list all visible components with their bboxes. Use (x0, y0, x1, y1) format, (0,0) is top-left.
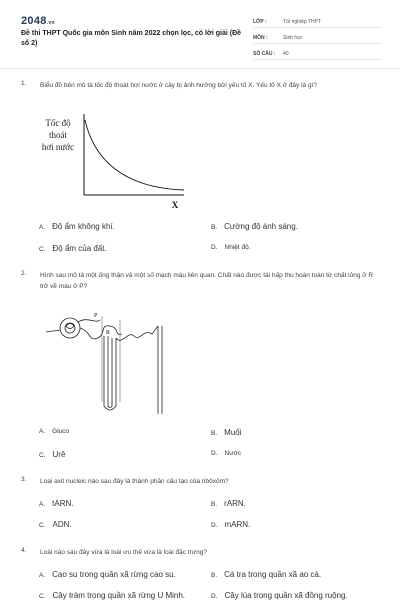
answer-option-b[interactable] (211, 222, 298, 231)
answer-option-a[interactable] (39, 499, 74, 508)
option-text: Gluco (52, 428, 70, 435)
option-text: ADN. (52, 520, 72, 529)
transpiration-graph (34, 110, 194, 212)
answer-option-c[interactable] (39, 244, 107, 253)
option-text: Nước (224, 450, 242, 457)
answer-option-c[interactable] (39, 450, 65, 459)
answer-option-c[interactable] (39, 591, 185, 600)
meta-label: SỐ CÂU : (253, 50, 276, 57)
option-letter: C. (39, 246, 46, 253)
answer-option-d[interactable] (211, 591, 348, 600)
option-text: Cường độ ánh sáng. (224, 222, 298, 231)
option-text: mARN. (224, 520, 251, 529)
option-text: Độ ẩm của đất. (52, 244, 107, 253)
option-letter: D. (211, 522, 218, 529)
capillary-knot (66, 324, 74, 329)
option-letter: B. (211, 572, 218, 579)
answer-option-a[interactable] (39, 222, 115, 231)
meta-row-subject (253, 32, 381, 44)
question-3 (21, 476, 383, 487)
answer-option-b[interactable] (211, 570, 321, 579)
peritubular-capillary (102, 316, 120, 402)
option-letter: A. (39, 428, 46, 435)
option-letter: A. (39, 572, 46, 579)
decay-curve (85, 120, 184, 190)
meta-value: Sinh học (283, 34, 303, 41)
question-text: Loại axit nucleic nào sau đây là thành phần cấu tạo của ribôxôm? (40, 478, 229, 485)
header-divider (0, 68, 400, 69)
answer-option-a[interactable] (39, 428, 69, 435)
graph-ylabel-line: hơi nước (41, 142, 75, 152)
graph-ylabel-line: Tốc độ (45, 118, 71, 128)
graph-xlabel: X (171, 200, 179, 210)
option-letter: C. (39, 522, 46, 529)
distal-tubule (116, 326, 158, 340)
option-letter: D. (211, 244, 218, 251)
question-1 (21, 80, 383, 91)
option-text: Độ ẩm không khí. (52, 222, 115, 231)
answer-option-b[interactable] (211, 428, 242, 437)
meta-row-class (253, 16, 381, 28)
bowman-capsule (60, 318, 80, 338)
question-4 (21, 547, 383, 558)
option-letter: A. (39, 224, 46, 231)
option-text: Cây lúa trong quần xã đồng ruộng. (224, 591, 348, 600)
option-text: tARN. (52, 499, 74, 508)
site-logo[interactable] (21, 15, 55, 27)
option-letter: D. (211, 450, 218, 457)
option-letter: A. (39, 501, 46, 508)
option-letter: B. (211, 224, 218, 231)
efferent-vessel (78, 320, 100, 322)
option-text: Urê (52, 450, 66, 459)
question-number: 2. (21, 270, 27, 277)
glomerulus (65, 323, 75, 333)
option-letter: C. (39, 593, 46, 600)
option-text: Cây tràm trong quần xã rừng U Minh. (52, 591, 186, 600)
option-letter: C. (39, 452, 46, 459)
meta-label: MÔN : (253, 34, 268, 41)
option-letter: B. (211, 430, 218, 437)
meta-label: LỚP : (253, 18, 267, 25)
label-p: P (94, 313, 98, 319)
option-text: Nhiệt độ. (224, 244, 251, 251)
question-2 (21, 270, 383, 292)
option-text: Muối (224, 428, 242, 437)
answer-option-d[interactable] (211, 244, 251, 251)
answer-option-a[interactable] (39, 570, 176, 579)
answer-option-d[interactable] (211, 450, 241, 457)
question-text: Loài nào sau đây vừa là loài ưu thế vừa là loài đặc trưng? (40, 549, 208, 556)
exam-title: Đề thi THPT Quốc gia môn Sinh năm 2022 chọn lọc, có lời giải (Đề số 2) (21, 30, 242, 47)
question-number: 1. (21, 80, 27, 87)
meta-value: Tốt nghiệp THPT (283, 18, 321, 25)
option-letter: B. (211, 501, 218, 508)
option-text: Cá tra trong quần xã ao cá. (224, 570, 322, 579)
proximal-tubule (80, 326, 122, 339)
answer-option-c[interactable] (39, 520, 72, 529)
logo-text: 2048 (21, 15, 47, 27)
afferent-vessel (46, 330, 60, 332)
option-text: rARN. (224, 499, 246, 508)
question-number: 3. (21, 476, 27, 483)
answer-option-b[interactable] (211, 499, 246, 508)
option-letter: D. (211, 593, 218, 600)
option-text: Cao su trong quần xã rừng cao su. (52, 570, 176, 579)
loop-of-henle (104, 336, 116, 410)
question-text: Biểu đồ bên mô tả tốc độ thoát hơi nước ở cây bị ảnh hưởng bởi yếu tố X. Yếu tố X ở đây là gì? (40, 82, 317, 89)
label-r: R (106, 330, 111, 336)
meta-value: 40 (283, 50, 289, 57)
graph-ylabel-line: thoát (49, 130, 67, 140)
logo-suffix: .vn (46, 20, 55, 26)
loop-inner-wall (108, 336, 112, 408)
question-number: 4. (21, 547, 27, 554)
exam-header (0, 0, 400, 68)
exam-meta (253, 16, 381, 64)
question-text: Hình sau mô tả một ống thận và một số mạch máu liên quan. Chất nào được tái hấp thu hoàn toàn từ chất lỏng ở R trở về máu ở P? (40, 272, 374, 290)
nephron-diagram (40, 306, 180, 418)
answer-option-d[interactable] (211, 520, 250, 529)
meta-row-count (253, 48, 381, 60)
